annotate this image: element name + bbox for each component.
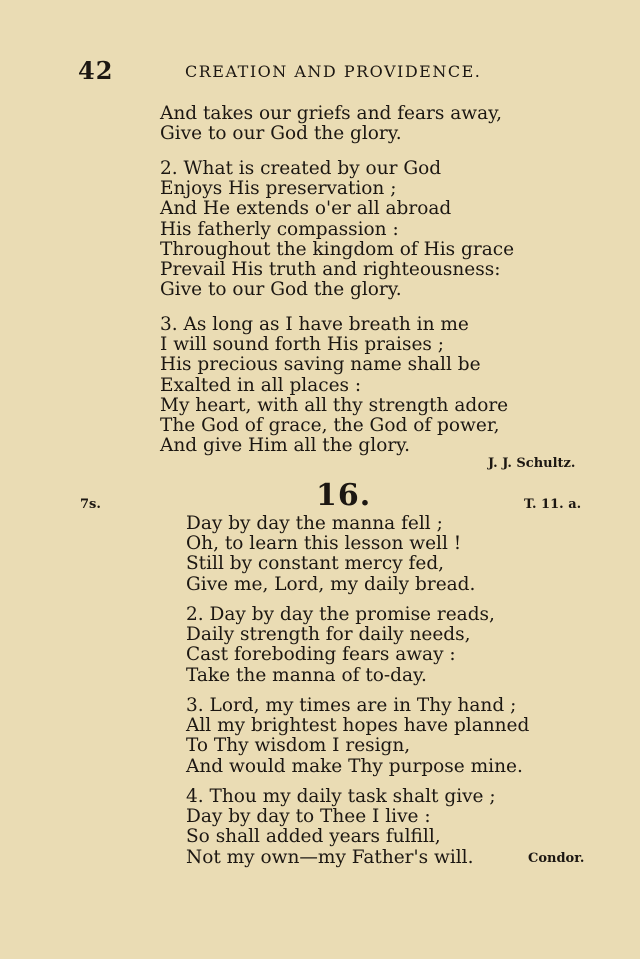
verse-line: Give me, Lord, my daily bread. — [186, 573, 476, 595]
verse-line: 2. What is created by our God — [160, 158, 442, 179]
verse-line: 4. Thou my daily task shalt give ; — [186, 786, 496, 807]
verse-line: Still by constant mercy fed, — [186, 553, 445, 575]
page-number: 42 — [78, 56, 114, 85]
meter-label: 7s. — [80, 497, 101, 512]
verse-line: Not my own—my Father's will. — [186, 846, 474, 868]
verse-line: Throughout the kingdom of His grace — [160, 238, 515, 260]
verse-line: 3. As long as I have breath in me — [160, 314, 469, 335]
verse-4 — [186, 787, 496, 868]
hymn-number: 16. — [316, 478, 372, 513]
verse-2 — [160, 159, 514, 300]
verse-line: So shall added years fulfill, — [186, 826, 441, 848]
verse-line: His fatherly compassion : — [160, 218, 399, 240]
verse-line: All my brightest hopes have planned — [186, 715, 530, 737]
verse-line: And takes our griefs and fears away, — [160, 103, 503, 124]
verse-line: Day by day to Thee I live : — [186, 806, 431, 828]
verse-line: Give to our God the glory. — [160, 123, 402, 145]
verse-line: 2. Day by day the promise reads, — [186, 604, 495, 625]
verse-line: Oh, to learn this lesson well ! — [186, 533, 462, 555]
tune-reference: T. 11. a. — [524, 497, 582, 512]
verse-3 — [186, 696, 529, 777]
verse-line: His precious saving name shall be — [160, 354, 481, 376]
verse-line: Cast foreboding fears away : — [186, 644, 456, 666]
verse-line: 3. Lord, my times are in Thy hand ; — [186, 695, 517, 716]
verse-line: Prevail His truth and righteousness: — [160, 259, 501, 281]
verse-line: Day by day the manna fell ; — [186, 513, 443, 534]
verse-2 — [186, 605, 495, 686]
verse-line: Enjoys His preservation ; — [160, 178, 397, 200]
verse-3 — [160, 315, 508, 456]
verse-line: My heart, with all thy strength adore — [160, 394, 509, 416]
verse-line: The God of grace, the God of power, — [160, 415, 500, 437]
verse-line: Give to our God the glory. — [160, 279, 402, 301]
verse-1 — [186, 514, 475, 595]
verse-line: I will sound forth His praises ; — [160, 334, 445, 356]
verse-line: Take the manna of to-day. — [186, 664, 427, 686]
verse-fragment — [160, 104, 502, 144]
verse-line: Exalted in all places : — [160, 374, 362, 396]
verse-line: Daily strength for daily needs, — [186, 624, 471, 646]
author-attribution: Condor. — [528, 851, 585, 866]
verse-line: To Thy wisdom I resign, — [186, 735, 411, 757]
running-title: CREATION AND PROVIDENCE. — [185, 62, 482, 81]
author-attribution: J. J. Schultz. — [488, 456, 576, 471]
verse-line: And give Him all the glory. — [160, 435, 411, 457]
verse-line: And He extends o'er all abroad — [160, 198, 452, 220]
verse-line: And would make Thy purpose mine. — [186, 755, 523, 777]
